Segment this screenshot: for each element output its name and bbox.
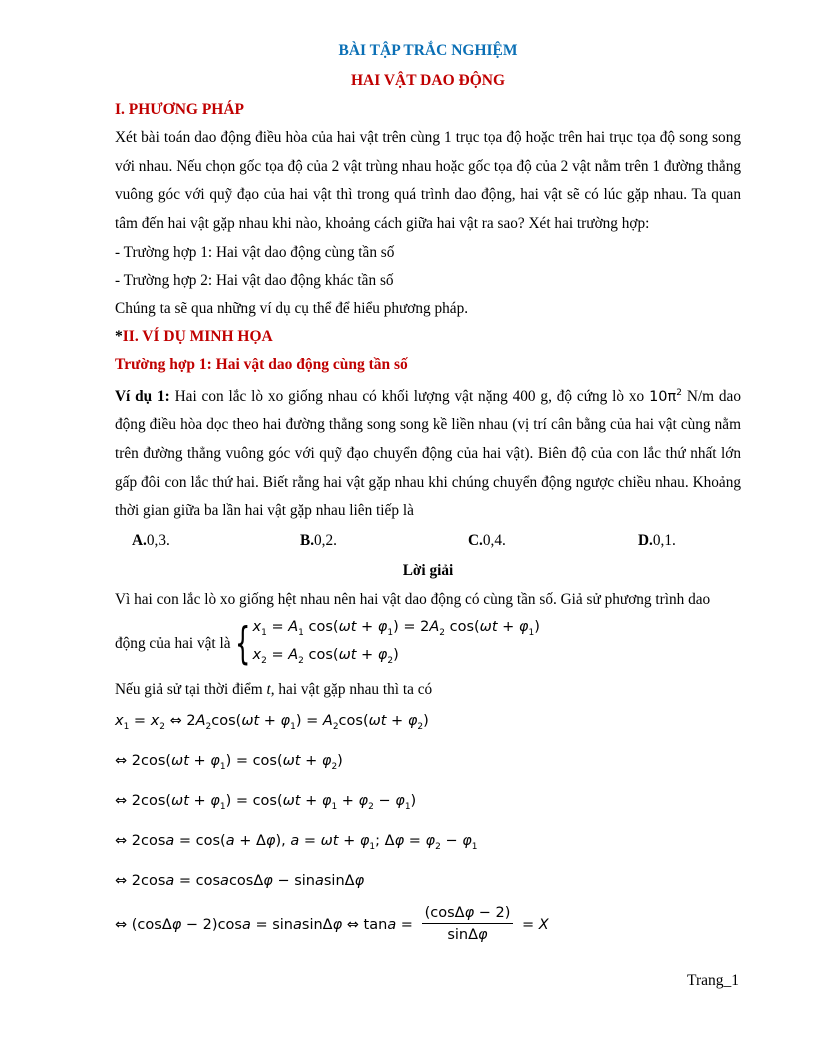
- equation-system-row: [115, 616, 741, 672]
- stiffness-value: [649, 389, 682, 405]
- stiffness-base: 10π: [649, 388, 677, 405]
- tan-fraction: $\frac{(\cos\Delta\varphi - 2)}{\sin\Delta\varphi}$: [422, 903, 514, 946]
- heading-text: II. VÍ DỤ MINH HỌA: [122, 327, 273, 345]
- equation-x2: $x_2 = A_2$ $\cos(\omega t + \varphi_2)$: [252, 647, 399, 666]
- page-number: Trang_1: [687, 972, 739, 989]
- stiffness-exp: 2: [676, 387, 682, 398]
- example-text-2: dao động điều hòa dọc theo hai đường thẳng song song kề liền nhau (vị trí cân bằng của hai vật cùng nằm trên đường thẳng vuông góc với quỹ đạo chuyển động của hai vật). Biên độ của con lắc thứ nhất lớn gấp đôi con lắc thứ hai. Biết rằng hai vật gặp nhau khi chúng chuyển động ngược chiều nhau. Khoảng thời gian giữa ba lần hai vật gặp nhau liên tiếp là: [115, 387, 741, 520]
- answer-c: C.0,4.: [468, 532, 506, 550]
- heading-prefix: *: [115, 327, 123, 345]
- closing-line: Chúng ta sẽ qua những ví dụ cụ thể để hiểu phương pháp.: [115, 299, 469, 317]
- derivation-step-3: ⇔ $2\cos(\omega t + \varphi_1) = \cos(\omega t + \varphi_1 + \varphi_2 - \varphi_1)$: [115, 792, 417, 812]
- section-heading-method: I. PHƯƠNG PHÁP: [115, 101, 245, 118]
- equation-system: [253, 616, 540, 672]
- example-paragraph: [115, 379, 741, 526]
- solution-heading: Lời giải: [402, 562, 454, 580]
- solution-text-1: Vì hai con lắc lò xo giống hệt nhau nên hai vật dao động có cùng tần số. Giả sử phương trình dao: [115, 591, 711, 609]
- answer-a: A.0,3.: [132, 532, 170, 550]
- example-text-1: Hai con lắc lò xo giống nhau có khối lượng vật nặng 400 g, độ cứng lò xo: [169, 387, 650, 405]
- document-subtitle: HAI VẬT DAO ĐỘNG: [350, 72, 506, 89]
- derivation-step-1: $x_1 = x_2$ ⇔ $2A_2\cos(\omega t + \varphi_1) = A_2\cos(\omega t + \varphi_2)$: [115, 712, 429, 732]
- answer-d: D.0,1.: [638, 532, 676, 550]
- derivation-step-2: ⇔ $2\cos(\omega t + \varphi_1) = \cos(\omega t + \varphi_2)$: [115, 752, 343, 772]
- answer-b: B.0,2.: [300, 532, 337, 550]
- derivation-step-4: ⇔ 2cosa = cos(a + Δφ), $a = \omega t + \varphi_1$; $\Delta\varphi = \varphi_2 - \varphi_1$: [115, 832, 478, 852]
- meet-sentence: Nếu giả sử tại thời điểm t, hai vật gặp nhau thì ta có: [115, 680, 433, 698]
- answer-options: [115, 526, 741, 556]
- derivation-step-5: ⇔ 2cosa = cosacosΔφ − sinasinΔφ: [115, 872, 365, 889]
- case1-heading: Trường hợp 1: Hai vật dao động cùng tần số: [115, 355, 408, 373]
- equation-x1: $x_1 = A_1$ $\cos(\omega t + \varphi_1) = 2A_2$ $\cos(\omega t + \varphi_1)$: [252, 619, 540, 639]
- case2-line: - Trường hợp 2: Hai vật dao động khác tần số: [115, 271, 394, 289]
- derivation-step-6: ⇔ (cosΔφ − 2)cosa = sinasinΔφ ⇔ tana = $\frac{(\cos\Delta\varphi - 2)}{\sin\Delta\varphi}$ = X: [115, 898, 741, 952]
- example-label: Ví dụ 1:: [115, 387, 170, 405]
- document-page: [115, 36, 741, 952]
- document-title: BÀI TẬP TRẮC NGHIỆM: [338, 42, 518, 59]
- stiffness-unit: N/m: [681, 387, 715, 405]
- case1-line: - Trường hợp 1: Hai vật dao động cùng tần số: [115, 243, 395, 261]
- derivation: [115, 704, 741, 952]
- left-brace: {: [234, 618, 250, 670]
- section-heading-examples: [115, 323, 741, 351]
- method-paragraph: Xét bài toán dao động điều hòa của hai vật trên cùng 1 trục tọa độ hoặc trên hai trục tọa độ song song với nhau. Nếu chọn gốc tọa độ của 2 vật trùng nhau hoặc gốc tọa độ của 2 vật nằm trên 1 đường thẳng vuông góc với quỹ đạo của hai vật thì trong quá trình dao động, hai vật sẽ có lúc gặp nhau. Ta quan tâm đến hai vật gặp nhau khi nào, khoảng cách giữa hai vật ra sao? Xét hai trường hợp:: [115, 129, 741, 233]
- solution-text-2: động của hai vật là: [115, 635, 231, 653]
